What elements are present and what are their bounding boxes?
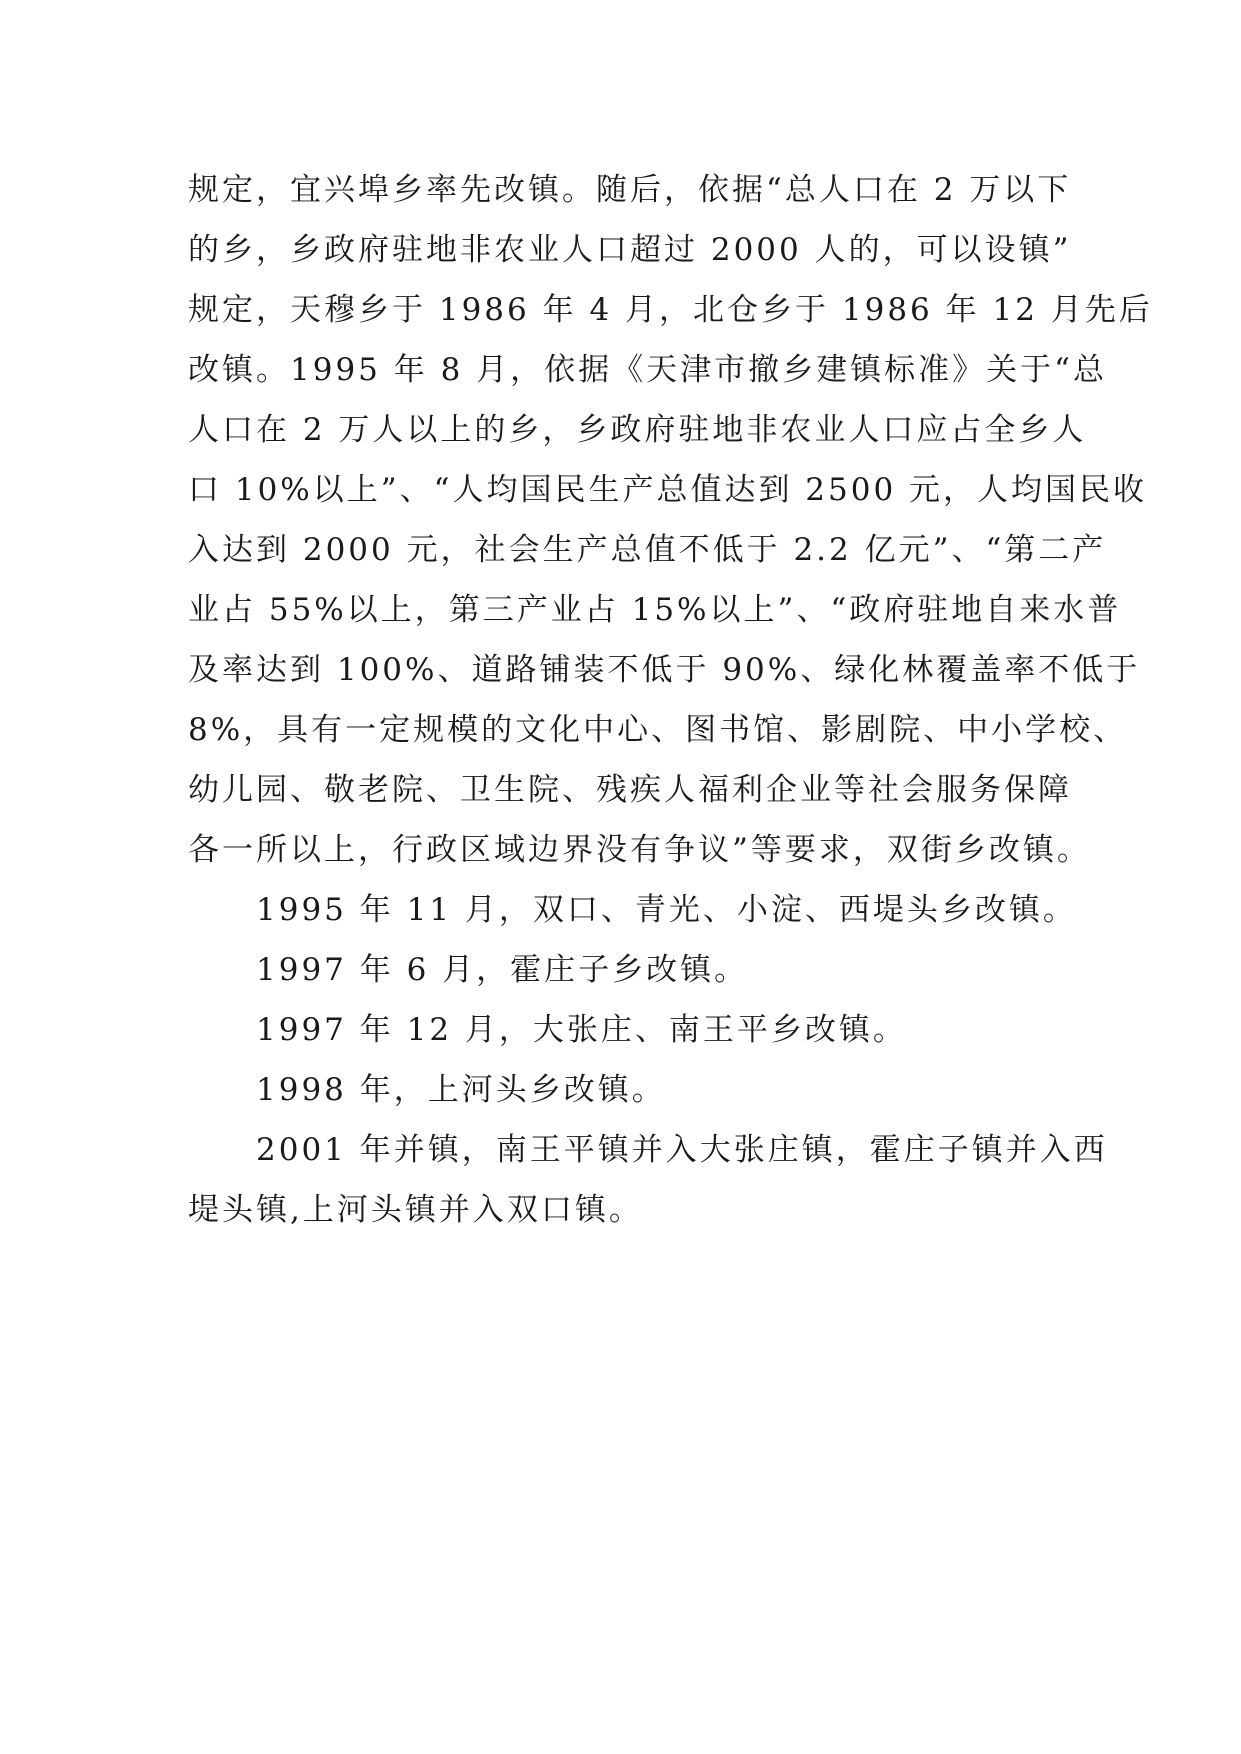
text-line: 入达到 2000 元，社会生产总值不低于 2.2 亿元”、“第二产 (188, 532, 1107, 568)
text-line: 规定，天穆乡于 1986 年 4 月，北仓乡于 1986 年 12 月先后 (188, 292, 1153, 328)
text-line: 2001 年并镇，南王平镇并入大张庄镇，霍庄子镇并入西 (256, 1132, 1108, 1168)
document-body (188, 160, 1153, 1240)
text-line: 人口在 2 万人以上的乡，乡政府驻地非农业人口应占全乡人 (188, 412, 1087, 448)
text-line: 8%，具有一定规模的文化中心、图书馆、影剧院、中小学校、 (188, 712, 1128, 748)
text-line: 幼儿园、敬老院、卫生院、残疾人福利企业等社会服务保障 (188, 772, 1072, 808)
text-line: 1998 年，上河头乡改镇。 (256, 1072, 666, 1108)
text-line: 1995 年 11 月，双口、青光、小淀、西堤头乡改镇。 (256, 892, 1077, 928)
paragraph (188, 160, 1153, 880)
text-line: 1997 年 6 月，霍庄子乡改镇。 (256, 952, 749, 988)
paragraph (188, 1120, 1108, 1240)
text-line: 业占 55%以上，第三产业占 15%以上”、“政府驻地自来水普 (188, 592, 1122, 628)
paragraph (188, 940, 1060, 1000)
paragraph (188, 880, 1077, 940)
text-line: 口 10%以上”、“人均国民生产总值达到 2500 元，人均国民收 (188, 472, 1148, 508)
text-line: 规定，宜兴埠乡率先改镇。随后，依据“总人口在 2 万以下 (188, 172, 1072, 208)
text-line: 改镇。1995 年 8 月，依据《天津市撤乡建镇标准》关于“总 (188, 352, 1108, 388)
text-line: 1997 年 12 月，大张庄、南王平乡改镇。 (256, 1012, 907, 1048)
paragraph (188, 1000, 1060, 1060)
paragraph (188, 1060, 1060, 1120)
text-line: 的乡，乡政府驻地非农业人口超过 2000 人的，可以设镇” (188, 232, 1072, 268)
text-line: 及率达到 100%、道路铺装不低于 90%、绿化林覆盖率不低于 (188, 652, 1141, 688)
text-line: 堤头镇,上河头镇并入双口镇。 (188, 1192, 643, 1228)
text-line: 各一所以上，行政区域边界没有争议”等要求，双街乡改镇。 (188, 832, 1091, 868)
